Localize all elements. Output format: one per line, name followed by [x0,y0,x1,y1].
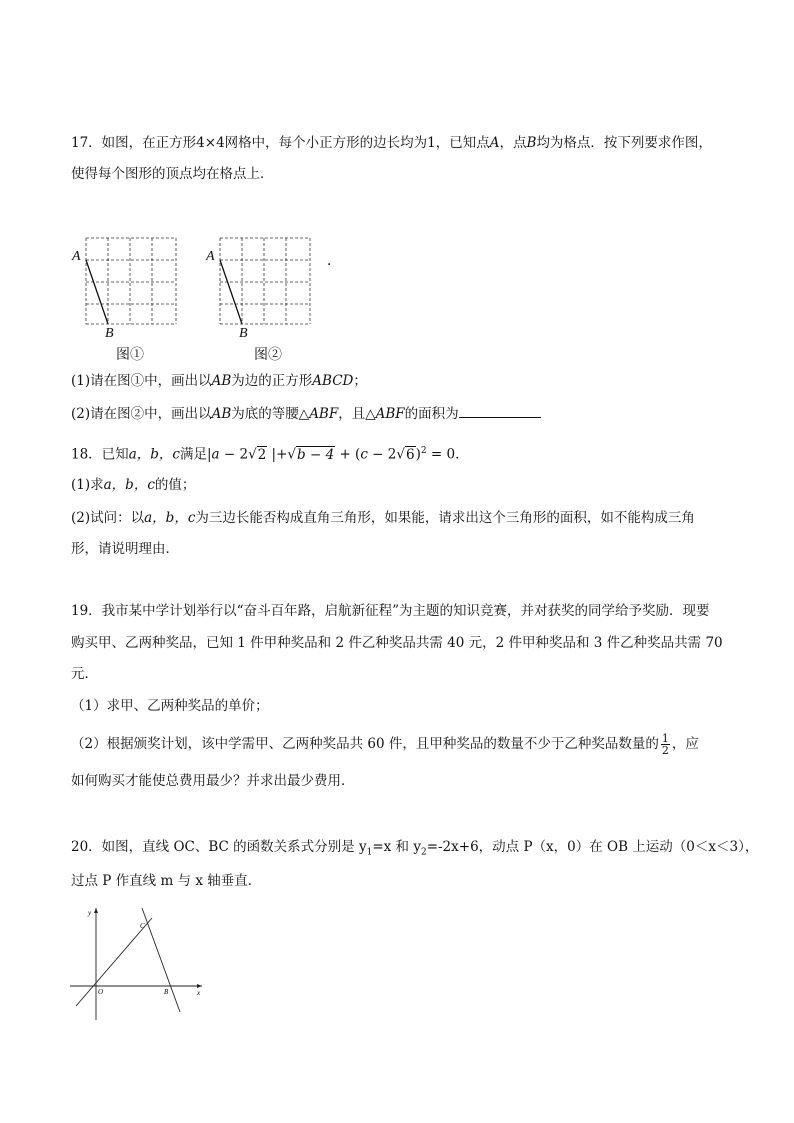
q19-part2-line2: 如何购买才能使总费用最少？并求出最少费用． [71,773,355,789]
fig1-point-a: A [72,249,81,264]
q19-part1: （1）求甲、乙两种奖品的单价； [71,698,269,714]
q19-line1: 19．我市某中学计划举行以“奋斗百年路，启航新征程”为主题的知识竞赛，并对获奖的同学给予奖励．现要 [71,603,710,619]
q17-line2: 使得每个图形的顶点均在格点上． [71,166,274,182]
q19-line2: 购买甲、乙两种奖品，已知 1 件甲种奖品和 2 件乙种奖品共需 40 元，2 件甲种奖品和 3 件乙种奖品共需 70 [71,635,723,651]
q20-graph [66,902,216,1024]
segment-ab [220,260,242,324]
fig2-point-b: B [239,326,248,341]
q19-line3: 元． [71,666,98,682]
line-oc [76,918,152,1006]
point-label-c: C [140,922,145,930]
axis-label-y: y [88,909,92,917]
q20-line2: 过点 P 作直线 m 与 x 轴垂直． [71,873,262,889]
q18-part1: (1)求a，b，c的值； [71,477,196,493]
q17-part2: (2)请在图②中，画出以AB为底的等腰△ABF，且△ABF的面积为 [71,403,541,424]
q17-figure-2-grid [218,236,312,326]
answer-blank [459,403,541,418]
q20-line1: 20．如图，直线 OC、BC 的函数关系式分别是 $y_1=x$ 和 $y_2=-2x+6$，动点 P（x，0）在 OB 上运动（0＜x＜3）， [71,839,759,858]
fig2-caption: 图② [254,347,282,363]
point-label-b: B [164,988,169,996]
q18-part2-line2: 形，请说明理由． [71,541,179,557]
segment-ab [86,260,108,324]
q17-figure-1-grid [84,236,178,326]
x-axis-arrow [197,984,202,988]
q17-part1: (1)请在图①中，画出以AB为边的正方形ABCD； [71,373,367,389]
line-bc [142,908,180,1012]
y-axis-arrow [94,908,98,913]
q17-line1: 17．如图，在正方形4×4网格中，每个小正方形的边长均为1，已知点A，点B均为格点．按下列要求作图， [71,135,712,151]
trailing-dot: ． [327,253,341,269]
q18-line1: 18．已知a，b，c满足|a − 2√2 $|+√b - 4 + (c - 2√6)^2 = 0$． [71,446,469,463]
fig1-point-b: B [105,326,114,341]
fraction-one-half: $\frac{1}{2}$ [661,732,669,757]
q19-part2: （2）根据颁奖计划，该中学需甲、乙两种奖品共 60 件，且甲种奖品的数量不少于乙种奖品数量的 $\frac{1}{2}$ ，应 [71,732,699,757]
point-label-o: O [98,988,104,996]
fig1-caption: 图① [116,347,144,363]
q18-part2: (2)试问：以a，b，c为三边长能否构成直角三角形，如果能，请求出这个三角形的面积，如不能构成三角 [71,510,695,526]
axis-label-x: x [197,989,201,997]
fig2-point-a: A [206,249,215,264]
